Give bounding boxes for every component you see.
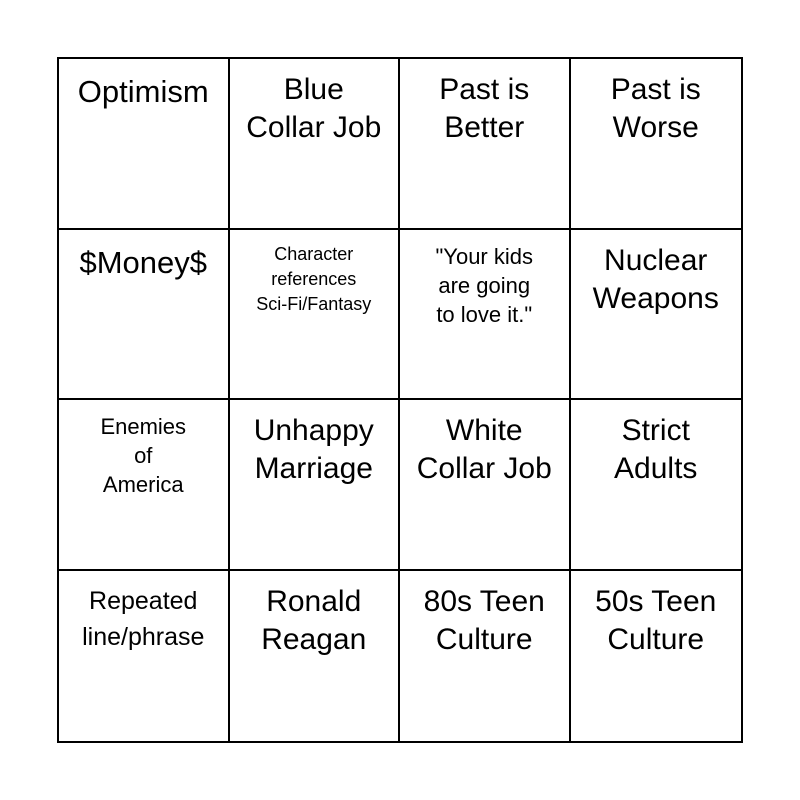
- bingo-cell-r4c4[interactable]: [571, 571, 742, 742]
- bingo-cell-label: "Your kids are going to love it.": [435, 243, 533, 327]
- bingo-cell-r4c3[interactable]: [400, 571, 571, 742]
- bingo-cell-r1c4[interactable]: [571, 59, 742, 230]
- bingo-cell-r1c1[interactable]: [59, 59, 230, 230]
- bingo-cell-label: Character references Sci-Fi/Fantasy: [256, 243, 372, 314]
- bingo-cell-label: $Money$: [79, 244, 208, 280]
- bingo-cell-label: Strict Adults: [614, 414, 698, 485]
- bingo-cell-r2c3[interactable]: [400, 230, 571, 401]
- bingo-cell-r3c2[interactable]: [230, 400, 401, 571]
- bingo-cell-r3c4[interactable]: [571, 400, 742, 571]
- bingo-cell-r2c2[interactable]: [230, 230, 401, 401]
- bingo-cell-label: Optimism: [77, 74, 209, 109]
- bingo-cell-r1c2[interactable]: [230, 59, 401, 230]
- bingo-cell-r2c1[interactable]: [59, 230, 230, 401]
- bingo-cell-r2c4[interactable]: [571, 230, 742, 401]
- bingo-board: [57, 57, 743, 743]
- bingo-cell-label: Repeated line/phrase: [82, 586, 205, 651]
- bingo-cell-label: 80s Teen Culture: [423, 584, 545, 656]
- bingo-cell-r3c1[interactable]: [59, 400, 230, 571]
- bingo-cell-r4c2[interactable]: [230, 571, 401, 742]
- bingo-cell-label: Unhappy Marriage: [253, 414, 374, 485]
- bingo-cell-r1c3[interactable]: [400, 59, 571, 230]
- bingo-cell-label: Enemies of America: [100, 414, 187, 497]
- bingo-cell-label: White Collar Job: [416, 414, 552, 485]
- bingo-cell-label: Nuclear Weapons: [592, 243, 719, 315]
- bingo-cell-r3c3[interactable]: [400, 400, 571, 571]
- bingo-cell-label: Ronald Reagan: [261, 584, 367, 656]
- bingo-cell-label: Blue Collar Job: [246, 73, 382, 144]
- bingo-cell-r4c1[interactable]: [59, 571, 230, 742]
- bingo-cell-label: Past is Better: [439, 73, 530, 144]
- bingo-cell-label: 50s Teen Culture: [595, 584, 717, 656]
- bingo-cell-label: Past is Worse: [610, 73, 701, 144]
